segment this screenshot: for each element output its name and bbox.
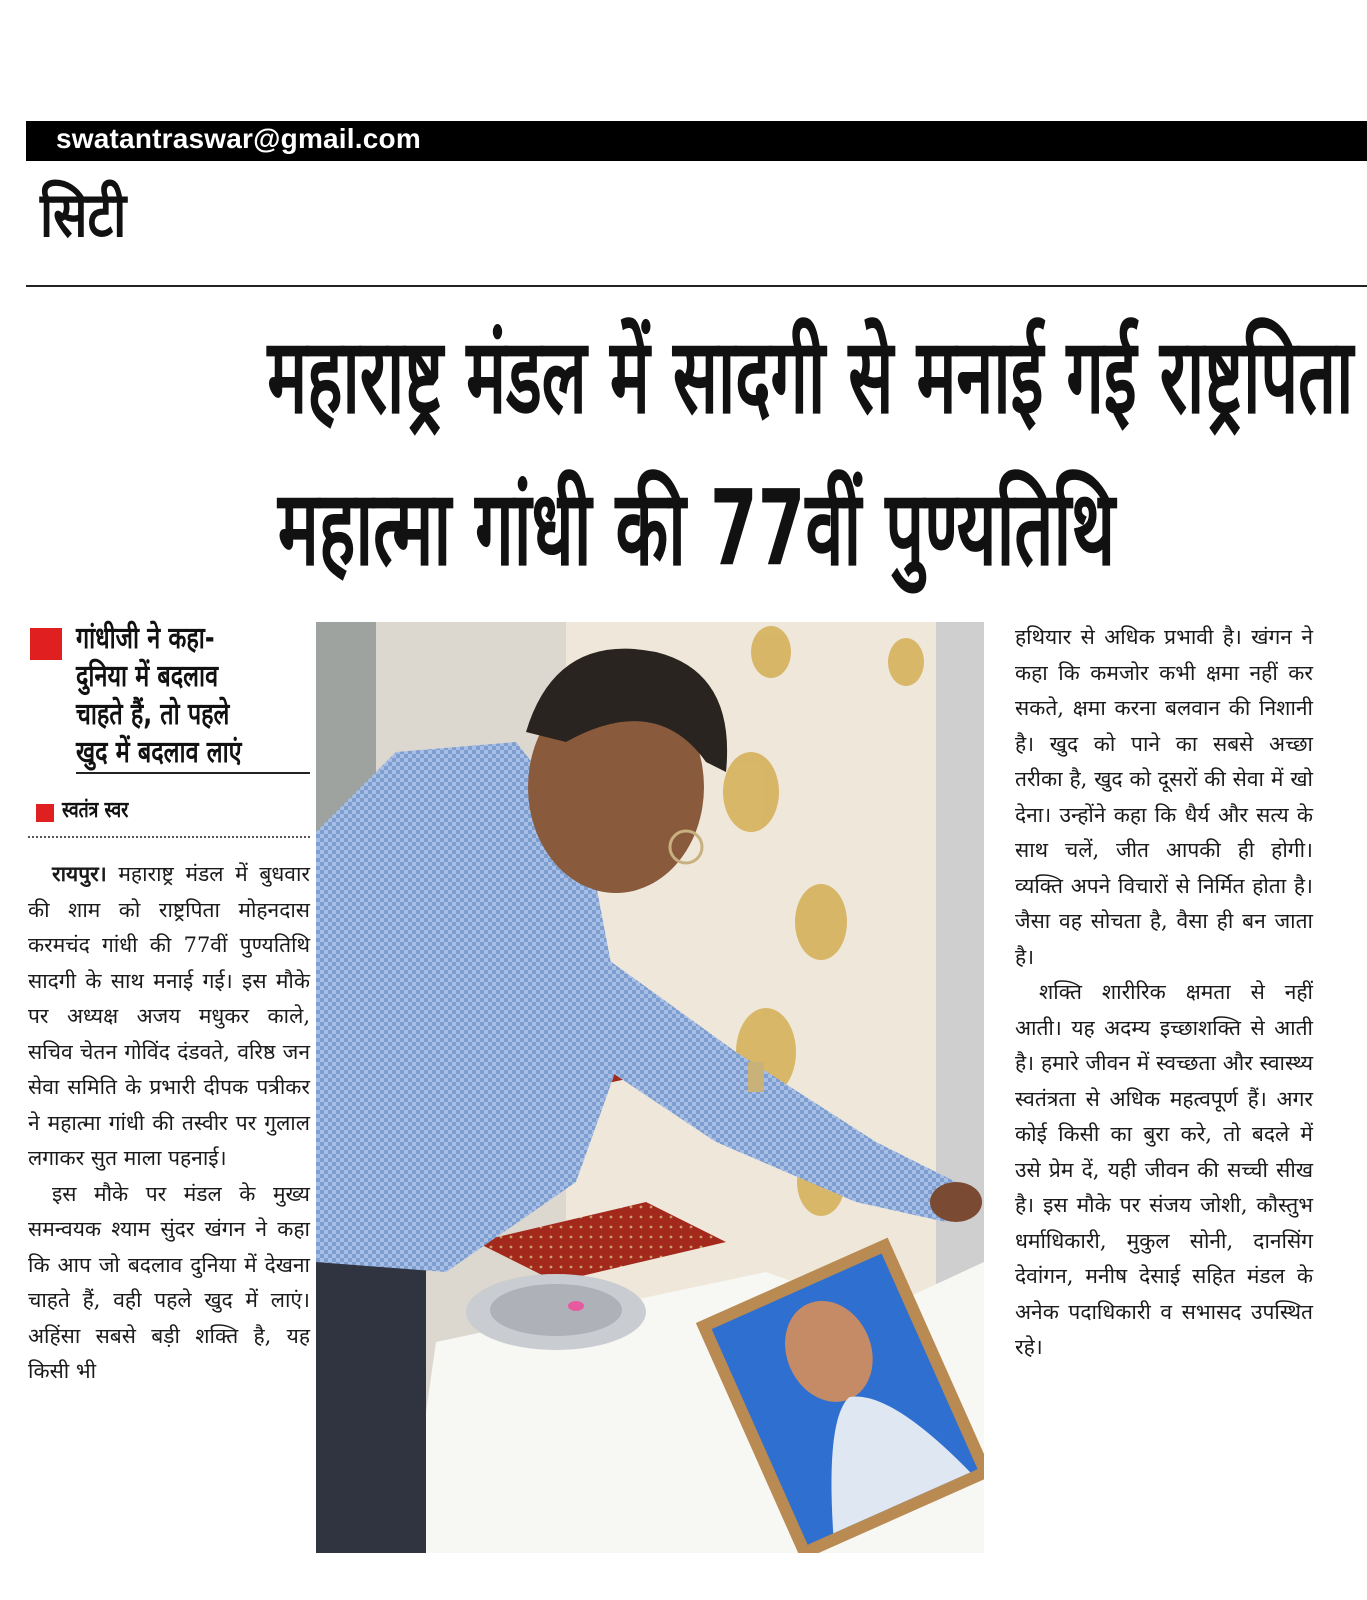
dotted-divider bbox=[28, 836, 310, 838]
dateline: रायपुर। bbox=[52, 861, 107, 886]
article-right-text bbox=[1015, 620, 1313, 1366]
red-square-bullet-icon bbox=[30, 628, 62, 660]
news-photo bbox=[316, 622, 984, 1553]
article-paragraph: हथियार से अधिक प्रभावी है। खंगन ने कहा कि कमजोर कभी क्षमा नहीं कर सकते, क्षमा करना बलवान की निशानी है। खुद को पाने का सबसे अच्छा तरीका है, खुद को दूसरों की सेवा में खो देना। उन्होंने कहा कि धैर्य और सत्य के साथ चलें, जीत आपकी ही होगी। व्यक्ति अपने विचारों से निर्मित होता है। जैसा वह सोचता है, वैसा ही बन जाता है। bbox=[1015, 625, 1313, 969]
section-title: सिटी bbox=[40, 178, 127, 251]
subheading: गांधीजी ने कहा- दुनिया में बदलाव चाहते हैं, तो पहले खुद में बदलाव लाएं bbox=[76, 621, 242, 770]
headline-line-2: महात्मा गांधी की 77वीं पुण्यतिथि bbox=[277, 467, 1116, 589]
byline bbox=[28, 794, 310, 830]
subheading-block bbox=[28, 620, 310, 772]
red-square-small-icon bbox=[36, 804, 54, 822]
email-address: swatantraswar@gmail.com bbox=[56, 123, 421, 154]
headline bbox=[26, 300, 1367, 604]
right-column bbox=[1015, 620, 1313, 1366]
section-rule bbox=[26, 285, 1367, 287]
left-column bbox=[28, 620, 310, 1390]
article-paragraph bbox=[28, 856, 310, 1177]
article-paragraph: शक्ति शारीरिक क्षमता से नहीं आती। यह अदम्य इच्छाशक्ति से आती है। हमारे जीवन में स्वच्छता और स्वास्थ्य स्वतंत्रता से अधिक महत्वपूर्ण हैं। अगर कोई किसी का बुरा करे, तो बदले में उसे प्रेम दें, यही जीवन की सच्ची सीख है। इस मौके पर संजय जोशी, कौस्तुभ धर्माधिकारी, मुकुल सोनी, दानसिंग देवांगन, मनीष देसाई सहित मंडल के अनेक पदाधिकारी व सभासद उपस्थित रहे। bbox=[1015, 980, 1313, 1359]
subheading-underline bbox=[76, 772, 310, 774]
article-left-text bbox=[28, 856, 310, 1390]
byline-text: स्वतंत्र स्वर bbox=[62, 798, 129, 823]
headline-line-1: महाराष्ट्र मंडल में सादगी से मनाई गई राष्ट्रपिता bbox=[267, 315, 1354, 437]
article-paragraph: इस मौके पर मंडल के मुख्य समन्वयक श्याम सुंदर खंगन ने कहा कि आप जो बदलाव दुनिया में देखना चाहते हैं, वही पहले खुद में लाएं। अहिंसा सबसे बड़ी शक्ति है, यह किसी भी bbox=[28, 1181, 310, 1383]
paragraph-1: महाराष्ट्र मंडल में बुधवार की शाम को राष्ट्रपिता मोहनदास करमचंद गांधी की 77वीं पुण्यतिथि सादगी के साथ मनाई गई। इस मौके पर अध्यक्ष अजय मधुकर काले, सचिव चेतन गोविंद दंडवते, वरिष्ठ जन सेवा समिति के प्रभारी दीपक पत्रीकर ने महात्मा गांधी की तस्वीर पर गुलाल लगाकर सुत माला पहनाई। bbox=[28, 862, 310, 1170]
email-bar bbox=[26, 121, 1367, 161]
